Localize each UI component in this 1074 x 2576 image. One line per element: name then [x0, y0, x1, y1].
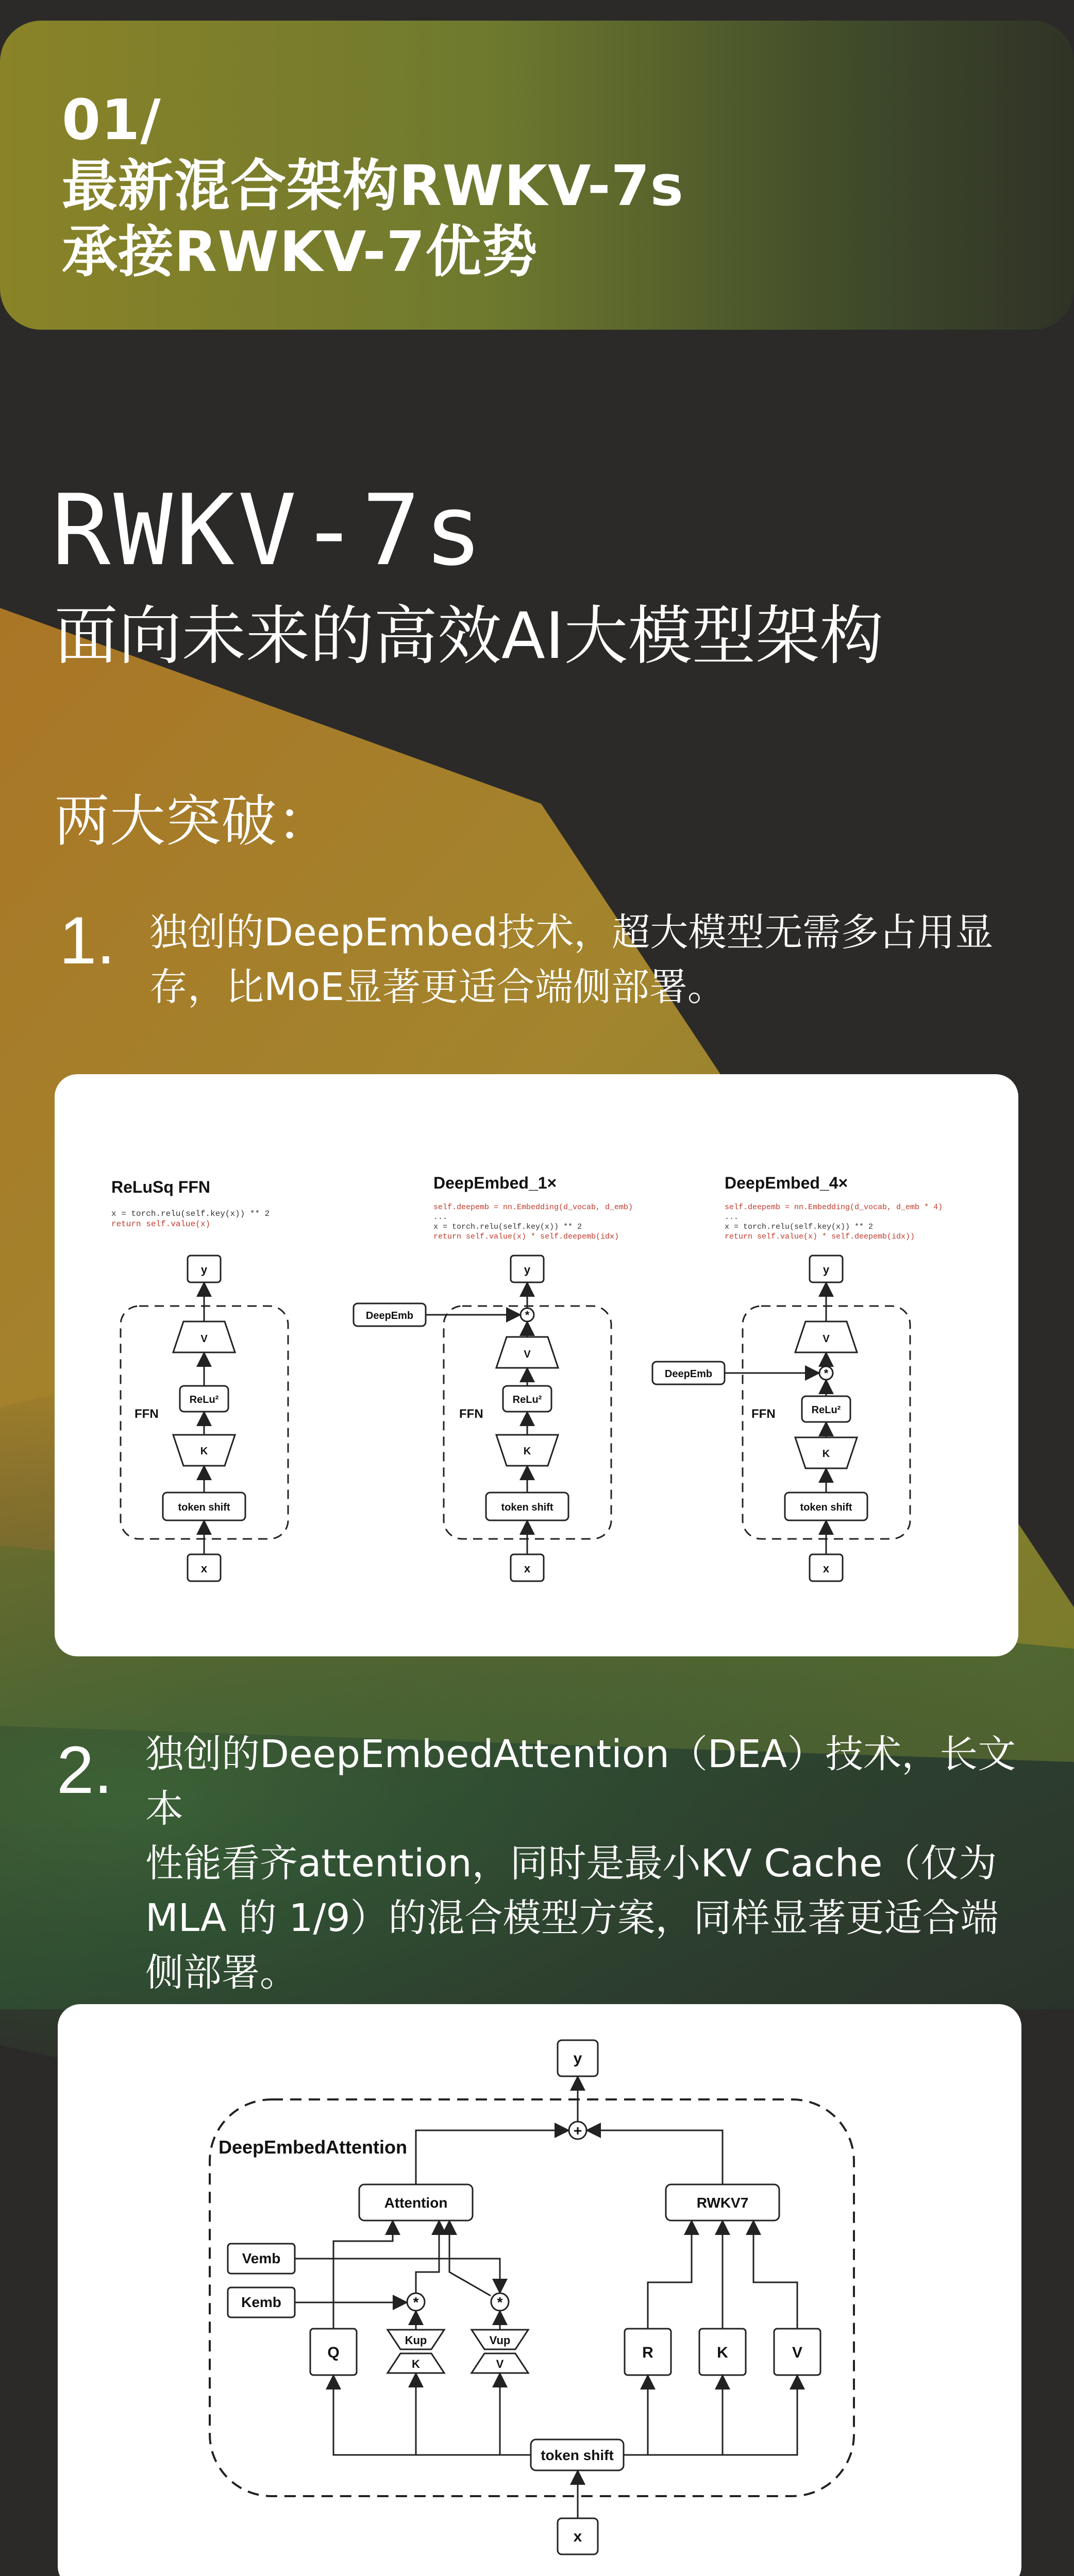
figure-deepembed-card: [55, 1074, 1018, 1656]
panel1-x-label: x: [200, 1562, 208, 1575]
panel1-ffn-label: FFN: [135, 1407, 159, 1421]
panel3-token-shift-label: token shift: [800, 1502, 852, 1513]
dea-k-multiply-symbol: *: [413, 2294, 419, 2310]
panel2-y-label: y: [524, 1263, 531, 1276]
breakthrough-2-line4: 侧部署。: [145, 1951, 298, 1995]
panel1-k-label: K: [200, 1446, 208, 1457]
hero-subtitle: 面向未来的高效AI大模型架构: [54, 599, 884, 673]
section-subtitle: 承接RWKV-7优势: [62, 220, 538, 284]
section-number: 01/: [62, 88, 161, 152]
panel3-code-line4: return self.value(x) * self.deepemb(idx)): [725, 1232, 915, 1241]
panel2-code-line2: ...: [433, 1213, 448, 1222]
panel3-deepemb-label: DeepEmb: [664, 1368, 713, 1380]
figure-dea-card: [58, 2004, 1021, 2576]
dea-y-label: y: [573, 2050, 582, 2067]
figure-dea: [58, 2004, 1021, 2576]
panel2-relu-label: ReLu²: [512, 1394, 542, 1405]
breakthrough-1-line1: 独创的DeepEmbed技术，超大模型无需多占用显: [149, 910, 994, 955]
breakthrough-2-line1: 独创的DeepEmbedAttention（DEA）技术，长文本: [145, 1732, 1016, 1831]
breakthrough-2-text: [145, 1727, 1042, 2000]
panel3-v-label: V: [823, 1333, 830, 1345]
breakthrough-1-number: 1.: [59, 903, 115, 978]
section-header: [62, 88, 684, 285]
panel3-code-line1: self.deepemb = nn.Embedding(d_vocab, d_emb * 4): [725, 1203, 943, 1212]
dea-q-label: Q: [327, 2344, 340, 2361]
panel1-token-shift-label: token shift: [178, 1502, 230, 1513]
dea-vemb-label: Vemb: [242, 2250, 281, 2266]
panel3-relu-label: ReLu²: [811, 1404, 841, 1416]
dea-vup-label: Vup: [489, 2334, 511, 2347]
panel2-v-label: V: [524, 1349, 531, 1360]
panel3-k-label: K: [822, 1448, 830, 1460]
dea-v-multiply-symbol: *: [497, 2294, 503, 2310]
figure-deepembed: [55, 1074, 1018, 1656]
dea-attention-label: Attention: [384, 2195, 448, 2211]
panel3-ffn-label: FFN: [751, 1407, 776, 1421]
dea-k-label: K: [412, 2358, 420, 2370]
dea-r-label: R: [642, 2344, 653, 2361]
breakthroughs-heading: 两大突破：: [54, 789, 333, 854]
dea-frame: [210, 2099, 854, 2496]
panel1-title: ReLuSq FFN: [111, 1178, 210, 1196]
panel1-v-label: V: [200, 1333, 208, 1345]
panel3-multiply-symbol: *: [824, 1367, 829, 1380]
dea-kup-label: Kup: [405, 2334, 427, 2347]
panel2-code-line4: return self.value(x) * self.deepemb(idx): [433, 1232, 619, 1241]
panel3-code-line3: x = torch.relu(self.key(x)) ** 2: [725, 1223, 874, 1231]
breakthrough-1-text: [149, 905, 1036, 1014]
panel1-relu-label: ReLu²: [189, 1394, 219, 1405]
breakthrough-2-number: 2.: [57, 1732, 113, 1807]
dea-v-label: V: [496, 2358, 504, 2370]
panel2-token-shift-label: token shift: [501, 1502, 553, 1513]
section-title: 最新混合架构RWKV-7s: [62, 154, 684, 218]
breakthrough-2-line2: 性能看齐attention，同时是最小KV Cache（仅为: [145, 1841, 997, 1886]
panel1-code-line2: return self.value(x): [111, 1219, 211, 1229]
panel2-deepemb-label: DeepEmb: [365, 1310, 414, 1321]
panel3-x-label: x: [823, 1562, 830, 1575]
breakthrough-2-line3: MLA 的 1/9）的混合模型方案，同样显著更适合端: [145, 1896, 999, 1940]
dea-kemb-label: Kemb: [241, 2294, 281, 2310]
dea-token-shift-label: token shift: [541, 2447, 614, 2463]
panel2-multiply-symbol: *: [525, 1309, 530, 1321]
panel1-code-line1: x = torch.relu(self.key(x)) ** 2: [111, 1209, 270, 1218]
panel2-x-label: x: [524, 1562, 531, 1575]
dea-x-label: x: [573, 2528, 582, 2545]
dea-title: DeepEmbedAttention: [219, 2137, 408, 2158]
panel3-code-line2: ...: [725, 1213, 739, 1222]
dea-add-symbol: +: [573, 2123, 582, 2139]
breakthrough-1-line2: 存，比MoE显著更适合端侧部署。: [149, 965, 726, 1009]
dea-rwkv-k-label: K: [717, 2344, 728, 2361]
panel2-title: DeepEmbed_1×: [433, 1174, 557, 1192]
panel3-y-label: y: [823, 1263, 830, 1276]
panel2-code-line3: x = torch.relu(self.key(x)) ** 2: [433, 1223, 582, 1231]
dea-rwkv7-label: RWKV7: [696, 2195, 749, 2211]
panel1-y-label: y: [200, 1263, 208, 1276]
panel2-k-label: K: [523, 1446, 531, 1457]
dea-rwkv-v-label: V: [792, 2344, 803, 2361]
panel2-code-line1: self.deepemb = nn.Embedding(d_vocab, d_emb): [433, 1203, 633, 1212]
panel2-ffn-label: FFN: [459, 1407, 483, 1421]
panel3-title: DeepEmbed_4×: [725, 1174, 848, 1192]
hero-title: RWKV-7s: [52, 473, 486, 587]
